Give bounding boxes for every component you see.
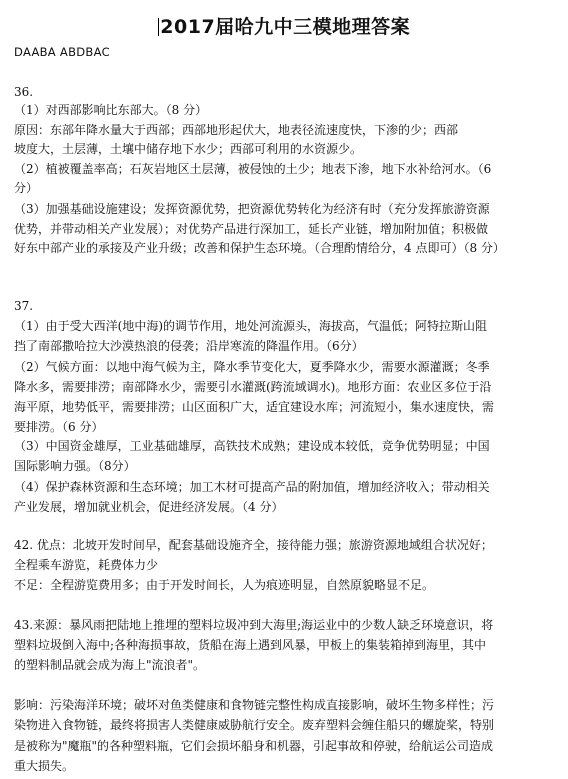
q36-line: （2）植被覆盖率高；石灰岩地区土层薄，被侵蚀的土少；地表下渗，地下水补给河水。（6 — [14, 162, 492, 176]
q37-number: 37. — [14, 299, 34, 313]
q42-line: 不足：全程游览费用多；由于开发时间长，人为痕迹明显，自然原貌略显不足。 — [14, 578, 435, 592]
q37-line: （4）保护森林资源和生态环境；加工木材可提高产品的附加值，增加经济收入；带动相关 — [14, 480, 490, 494]
q36-line: 分） — [14, 181, 39, 195]
q43-line: 43.来源：暴风雨把陆地上推埋的塑料垃圾冲到大海里;海运业中的少数人缺乏环境意识，将 — [14, 618, 494, 632]
q43-line: 的塑料制品就会成为海上"流浪者"。 — [14, 658, 206, 672]
multiple-choice-answers: DAABA ABDBAC — [14, 45, 110, 59]
q43-line: 塑料垃圾倒入海中;各种海损事故，货船在海上遇到风暴，甲板上的集装箱掉到海里，其中 — [14, 638, 487, 652]
q36-line: （1）对西部影响比东部大。（8 分） — [14, 103, 208, 117]
q42-line: 42. 优点：北坡开发时间早，配套基础设施齐全，接待能力强；旅游资源地域组合状况好； — [14, 538, 493, 552]
q37-line: 产业发展，增加就业机会，促进经济发展。（4 分） — [14, 500, 284, 514]
q36-line: 优势，并带动相关产业发展）；对优势产品进行深加工，延长产业链，增加附加值；积极做 — [14, 222, 489, 236]
q37-line: （3）中国资金雄厚，工业基础雄厚，高铁技术成熟；建设成本较低，竞争优势明显；中国 — [14, 439, 490, 453]
q43-line: 影响：污染海洋环境；破坏对鱼类健康和食物链完整性构成直接影响，破坏生物多样性；污 — [14, 698, 495, 712]
document-title — [0, 12, 568, 39]
q36-line: 原因：东部年降水量大于西部；西部地形起伏大，地表径流速度快，下渗的少；西部 — [14, 123, 459, 137]
q37-line: （2）气候方面：以地中海气候为主，降水季节变化大，夏季降水少，需要水源灌溉；冬季 — [14, 360, 490, 374]
q36-line: 好东中部产业的承接及产业升级；改善和保护生态环境。（合理酌情给分，4 点即可）（8 分） — [14, 241, 505, 255]
q37-line: 国际影响力强。（8分） — [14, 459, 136, 473]
q43-line: 是被称为"魔瓶"的各种塑料瓶，它们会损坏船身和机器，引起事故和停驶，给航运公司造成 — [14, 739, 494, 753]
q37-line: 要排涝。（6 分） — [14, 420, 104, 434]
q43-line: 染物进入食物链，最终将损害人类健康威胁航行安全。废弃塑料会缠住船只的螺旋桨，特别 — [14, 718, 495, 732]
q36-number: 36. — [14, 85, 34, 99]
q37-line: 降水多，需要排涝；南部降水少，需要引水灌溉(跨流域调水)。地形方面：农业区多位于沿 — [14, 380, 492, 394]
title-text: 2017届哈九中三模地理答案 — [160, 16, 411, 38]
q43-line: 重大损失。 — [14, 759, 75, 773]
q36-line: 坡度大，土层薄，土壤中储存地下水少；西部可利用的水资源少。 — [14, 142, 363, 156]
q37-line: （1）由于受大西洋(地中海)的调节作用，地处河流源头，海拔高，气温低；阿特拉斯山阻 — [14, 319, 488, 333]
q36-line: （3）加强基础设施建设；发挥资源优势，把资源优势转化为经济有时（充分发挥旅游资源 — [14, 202, 490, 216]
q37-line: 海平原，地势低平，需要排涝；山区面积广大，适宜建设水库；河流短小，集水速度快，需 — [14, 400, 495, 414]
q37-line: 挡了南部撒哈拉大沙漠热浪的侵袭；沿岸寒流的降温作用。（6分） — [14, 339, 364, 353]
q42-line: 全程乘车游览，耗费体力少 — [14, 558, 159, 572]
